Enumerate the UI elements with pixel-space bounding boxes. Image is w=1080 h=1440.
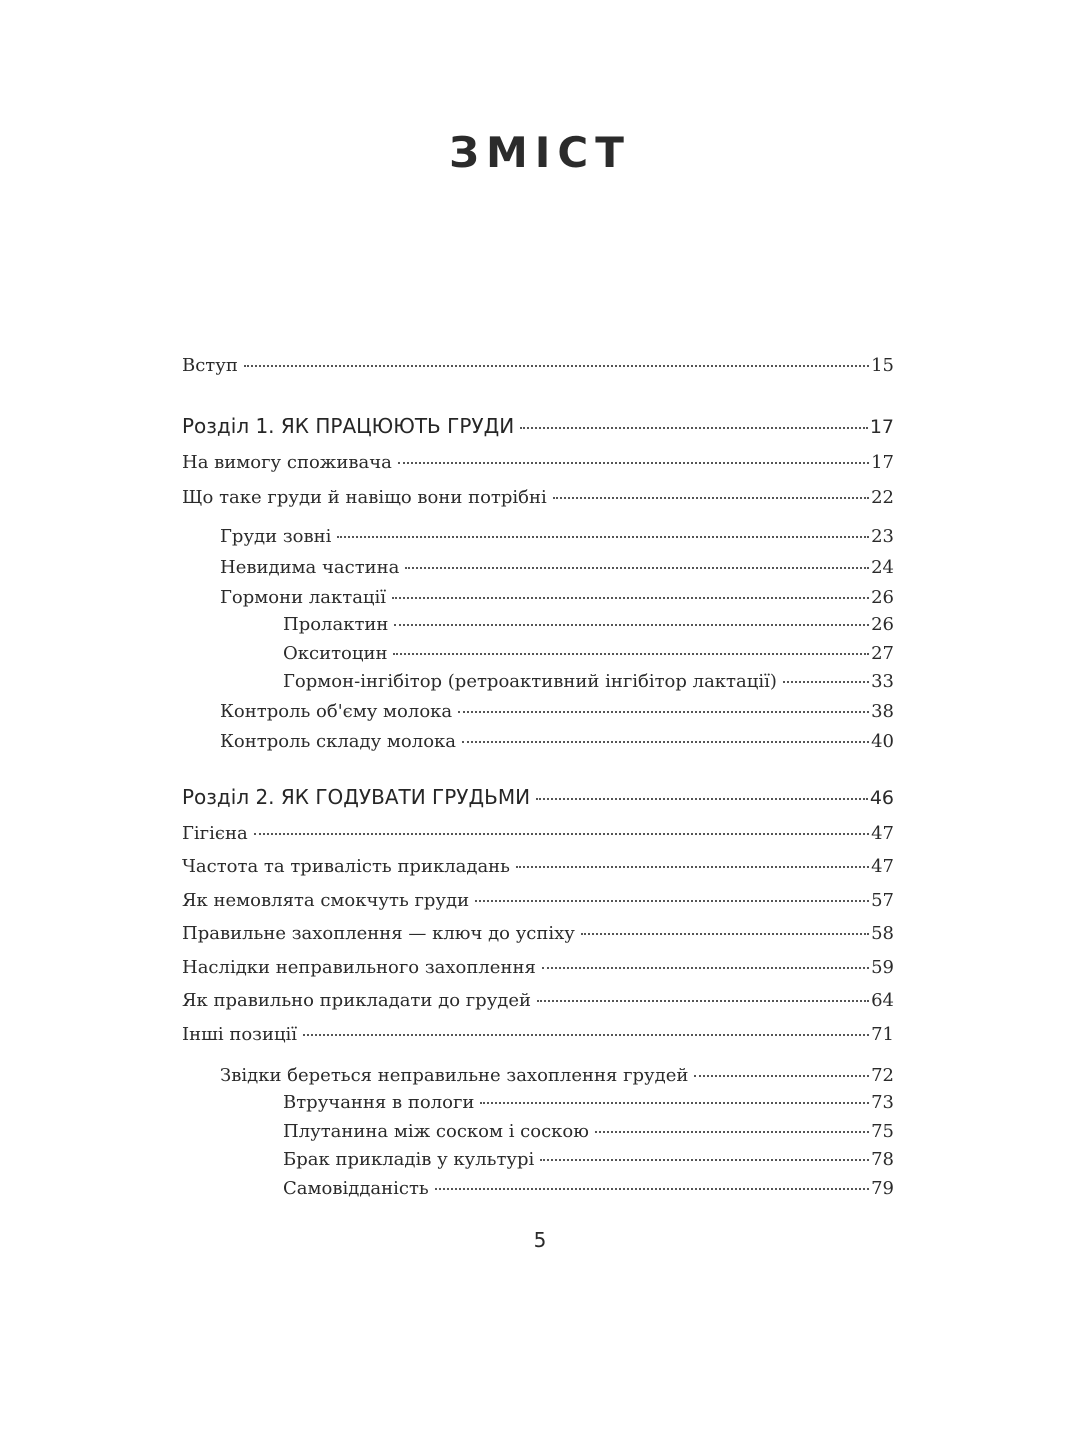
toc-entry-label: Контроль об'єму молока: [220, 701, 453, 722]
toc-entry-page: 27: [871, 643, 894, 664]
toc-entry-page: 22: [871, 487, 894, 508]
toc-chapter-label: Розділ 2. ЯК ГОДУВАТИ ГРУДЬМИ: [182, 785, 531, 809]
toc-entry-label: Правильне захоплення — ключ до успіху: [182, 923, 575, 944]
toc-entry[interactable]: [220, 557, 894, 578]
toc-entry-page: 46: [869, 787, 894, 809]
toc-entry-page: 38: [871, 701, 894, 722]
dot-leader: [392, 597, 869, 599]
toc-chapter-1[interactable]: [182, 414, 894, 438]
toc-entry[interactable]: [182, 890, 894, 911]
toc-entry[interactable]: [182, 990, 894, 1011]
toc-entry-page: 33: [871, 671, 894, 692]
toc-entry[interactable]: [283, 614, 894, 635]
dot-leader: [540, 1159, 869, 1161]
toc-entry[interactable]: [220, 587, 894, 608]
toc-entry[interactable]: [182, 923, 894, 944]
toc-entry-page: 73: [871, 1092, 894, 1113]
toc-entry-label: Частота та тривалість прикладань: [182, 856, 510, 877]
toc-entry[interactable]: [182, 856, 894, 877]
dot-leader: [581, 933, 869, 935]
toc-entry-page: 64: [871, 990, 894, 1011]
dot-leader: [337, 536, 869, 538]
toc-entry-page: 71: [871, 1024, 894, 1045]
toc-entry-intro[interactable]: [182, 355, 894, 376]
toc-entry-label: Втручання в пологи: [283, 1092, 475, 1113]
dot-leader: [520, 427, 868, 429]
toc-entry[interactable]: [182, 487, 894, 508]
toc-entry-label: Груди зовні: [220, 526, 332, 547]
toc-entry-page: 47: [871, 823, 894, 844]
toc-entry-label: Брак прикладів у культурі: [283, 1149, 535, 1170]
toc-entry-page: 75: [871, 1121, 894, 1142]
toc-entry[interactable]: [182, 957, 894, 978]
toc-entry-label: Вступ: [182, 355, 238, 376]
toc-entry[interactable]: [283, 1092, 894, 1113]
toc-entry-page: 23: [871, 526, 894, 547]
toc-entry-label: Інші позиції: [182, 1024, 298, 1045]
dot-leader: [435, 1188, 869, 1190]
toc-entry-page: 78: [871, 1149, 894, 1170]
toc-entry[interactable]: [283, 643, 894, 664]
dot-leader: [516, 866, 869, 868]
toc-entry-page: 24: [871, 557, 894, 578]
toc-entry-page: 26: [871, 614, 894, 635]
toc-entry[interactable]: [220, 1065, 894, 1086]
toc-entry-page: 17: [871, 452, 894, 473]
dot-leader: [405, 567, 869, 569]
dot-leader: [462, 741, 869, 743]
toc-entry[interactable]: [182, 1024, 894, 1045]
toc-entry-page: 40: [871, 731, 894, 752]
toc-entry-label: Наслідки неправильного захоплення: [182, 957, 536, 978]
toc-entry-page: 26: [871, 587, 894, 608]
toc-entry[interactable]: [283, 1149, 894, 1170]
toc-entry-label: Звідки береться неправильне захоплення грудей: [220, 1065, 689, 1086]
toc-entry-page: 59: [871, 957, 894, 978]
dot-leader: [393, 653, 869, 655]
toc-entry-label: Пролактин: [283, 614, 389, 635]
dot-leader: [244, 365, 869, 367]
toc-chapter-label: Розділ 1. ЯК ПРАЦЮЮТЬ ГРУДИ: [182, 414, 515, 438]
toc-entry[interactable]: [283, 1178, 894, 1199]
toc-entry-page: 47: [871, 856, 894, 877]
dot-leader: [542, 967, 869, 969]
toc-entry[interactable]: [182, 452, 894, 473]
toc-entry-label: Невидима частина: [220, 557, 400, 578]
toc-chapter-2[interactable]: [182, 785, 894, 809]
toc-entry[interactable]: [283, 1121, 894, 1142]
dot-leader: [475, 900, 869, 902]
toc-entry-page: 79: [871, 1178, 894, 1199]
toc-entry-page: 57: [871, 890, 894, 911]
dot-leader: [783, 681, 869, 683]
toc-entry-label: Що таке груди й навіщо вони потрібні: [182, 487, 547, 508]
toc-entry-label: Плутанина між соском і соскою: [283, 1121, 589, 1142]
toc-entry-page: 15: [871, 355, 894, 376]
toc-entry-label: Самовідданість: [283, 1178, 429, 1199]
dot-leader: [537, 1000, 869, 1002]
dot-leader: [553, 497, 869, 499]
page-title: ЗМІСТ: [449, 128, 631, 177]
toc-entry[interactable]: [182, 823, 894, 844]
toc-entry-page: 17: [869, 416, 894, 438]
toc-entry-label: Як немовлята смокчуть груди: [182, 890, 470, 911]
page-number: 5: [533, 1228, 547, 1252]
toc-entry-label: Як правильно прикладати до грудей: [182, 990, 532, 1011]
toc-entry-label: Гормон-інгібітор (ретроактивний інгібітор лактації): [283, 671, 777, 692]
toc-entry[interactable]: [283, 671, 894, 692]
toc-entry-label: Гормони лактації: [220, 587, 387, 608]
toc-entry-label: Окситоцин: [283, 643, 388, 664]
dot-leader: [458, 711, 869, 713]
dot-leader: [536, 798, 868, 800]
toc-entry-page: 58: [871, 923, 894, 944]
toc-entry-label: На вимогу споживача: [182, 452, 392, 473]
toc-entry-label: Гігієна: [182, 823, 248, 844]
toc-entry[interactable]: [220, 731, 894, 752]
toc-entry-label: Контроль складу молока: [220, 731, 457, 752]
dot-leader: [303, 1034, 869, 1036]
toc-entry-page: 72: [871, 1065, 894, 1086]
toc-entry[interactable]: [220, 526, 894, 547]
dot-leader: [398, 462, 869, 464]
dot-leader: [694, 1075, 869, 1077]
dot-leader: [480, 1102, 869, 1104]
dot-leader: [394, 624, 869, 626]
dot-leader: [595, 1131, 869, 1133]
toc-entry[interactable]: [220, 701, 894, 722]
dot-leader: [254, 833, 869, 835]
